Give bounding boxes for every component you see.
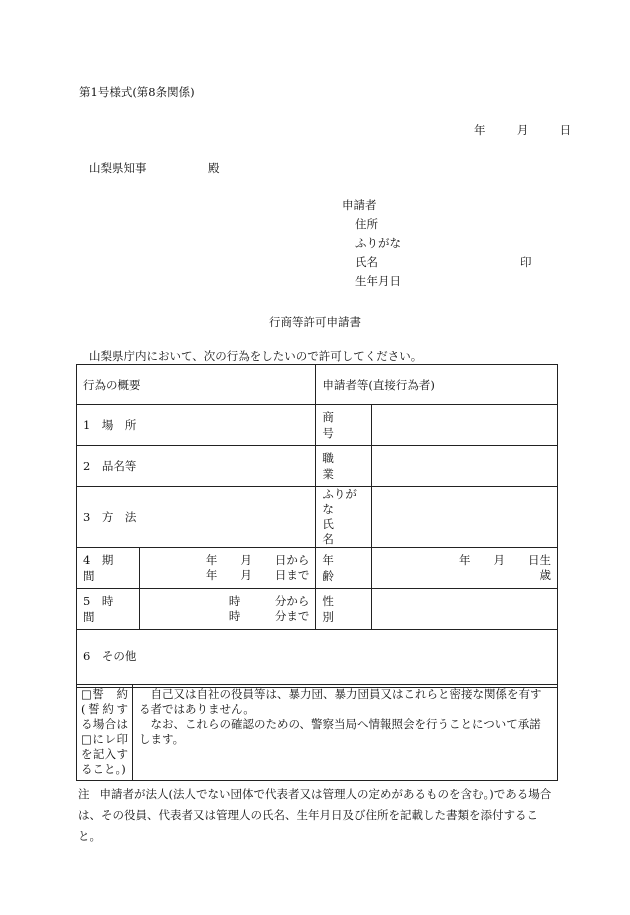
- period-to: 年 月 日まで: [205, 568, 310, 582]
- pledge-table: [76, 684, 558, 781]
- occupation-value: [372, 446, 558, 487]
- pledge-text-2: なお、これらの確認のための、警察当局へ情報照会を行うことについて承諾します。: [139, 717, 541, 746]
- age-unit: 歳: [539, 568, 551, 582]
- trade-name-value: [372, 405, 558, 446]
- date-year: 年: [474, 123, 486, 137]
- right-header: 申請者等(直接行為者): [316, 365, 558, 405]
- age-label: 年 齢: [316, 548, 372, 589]
- date-month: 月: [516, 123, 529, 137]
- date-line: [474, 122, 571, 138]
- row-time-label: 5 時 間: [77, 589, 140, 630]
- footnote-text: 申請者が法人(法人でない団体で代表者又は管理人の定めがあるものを含む。)である場合は、その役員、代表者又は管理人の氏名、生年月日及び住所を記載した書類を添付すること。: [78, 787, 552, 843]
- pledge-label: □誓 約(誓約する場合は□にレ印を記入すること。): [77, 685, 133, 781]
- applicant-furigana-label: ふりがな: [355, 236, 401, 250]
- applicant-block: [342, 196, 532, 291]
- name-value: [372, 487, 558, 548]
- document-title: 行商等許可申請書: [269, 315, 361, 329]
- time-to: 時 分まで: [228, 609, 310, 623]
- pledge-text: [133, 685, 558, 781]
- row-period-label: 4 期 間: [77, 548, 140, 589]
- addressee-name: 山梨県知事: [89, 161, 147, 175]
- trade-name-label: 商 号: [316, 405, 372, 446]
- seal-mark: 印: [520, 255, 532, 269]
- name-label-cell: [316, 487, 372, 548]
- birth-date-text: 年 月 日生: [459, 553, 551, 567]
- applicant-header: 申請者: [342, 198, 377, 212]
- time-from: 時 分から: [228, 594, 310, 608]
- occupation-label: 職 業: [316, 446, 372, 487]
- application-table: [76, 364, 558, 688]
- applicant-name-label: 氏名: [355, 255, 378, 269]
- date-day: 日: [559, 123, 572, 137]
- row-method-label: 3 方 法: [77, 487, 316, 548]
- pledge-text-1: 自己又は自社の役員等は、暴力団、暴力団員又はこれらと密接な関係を有する者ではありません。: [139, 687, 542, 716]
- sex-value: [372, 589, 558, 630]
- intro-text: 山梨県庁内において、次の行為をしたいので許可してください。: [89, 349, 423, 363]
- footnote: [78, 784, 558, 847]
- applicant-address-label: 住所: [355, 217, 378, 231]
- left-header: 行為の概要: [77, 365, 316, 405]
- row-items-label: 2 品名等: [77, 446, 316, 487]
- addressee-suffix: 殿: [208, 161, 220, 175]
- furigana-label: ふりがな: [322, 487, 357, 516]
- row-place-label: 1 場 所: [77, 405, 316, 446]
- age-value: [372, 548, 558, 589]
- period-value: [139, 548, 316, 589]
- row-other-label: 6 その他: [77, 630, 558, 688]
- period-from: 年 月 日から: [205, 553, 310, 567]
- sex-label: 性 別: [316, 589, 372, 630]
- name-label: 氏 名: [322, 517, 357, 546]
- applicant-birthdate-label: 生年月日: [355, 274, 401, 288]
- form-number: 第1号様式(第8条関係): [79, 85, 195, 99]
- footnote-mark: 注: [78, 787, 90, 801]
- time-value: [139, 589, 316, 630]
- applicant-name-row: [342, 253, 532, 272]
